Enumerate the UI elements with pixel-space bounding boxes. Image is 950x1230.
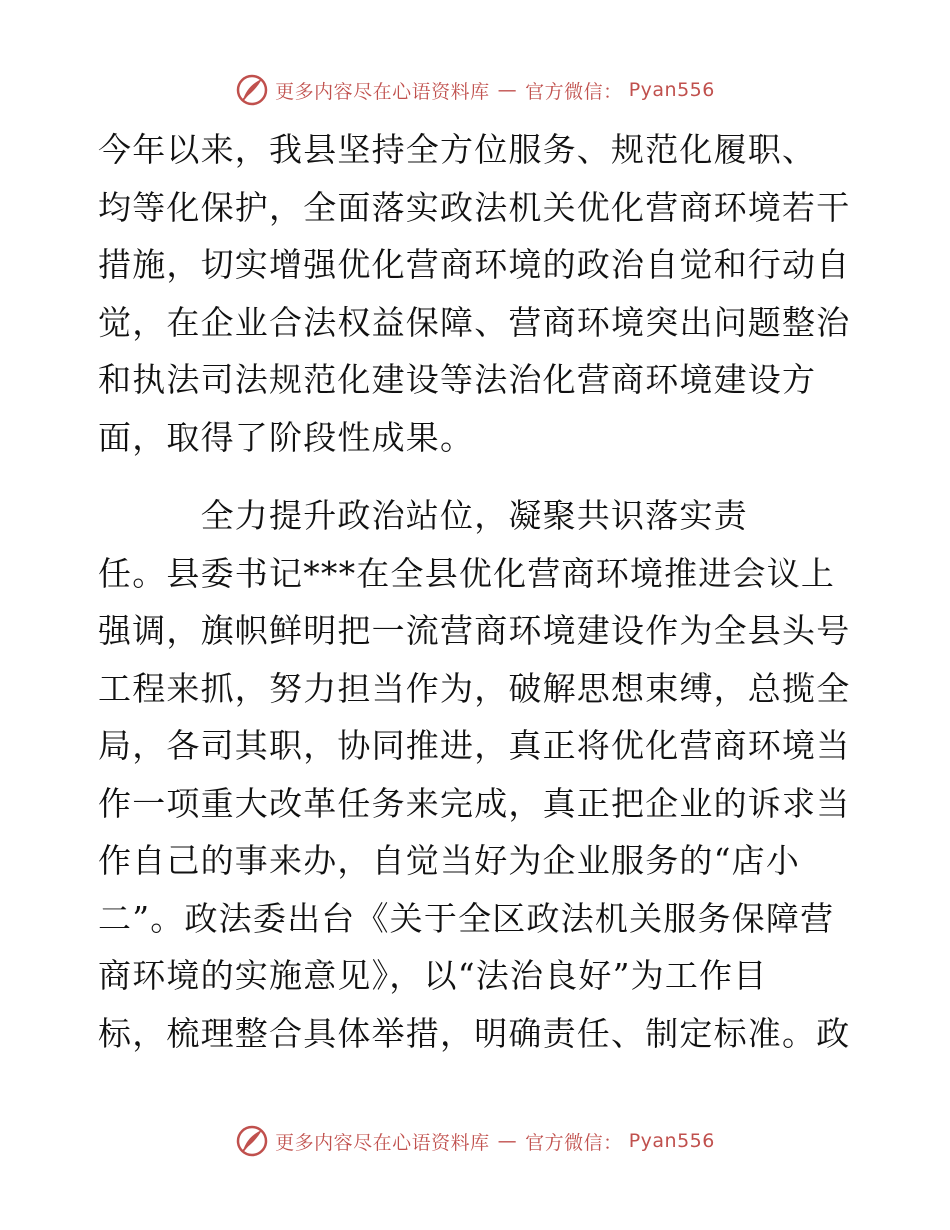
watermark-separator: — <box>497 1130 518 1152</box>
watermark-wechat-label: 官方微信： <box>525 80 623 103</box>
watermark-text: 更多内容尽在心语资料库 <box>275 80 490 103</box>
text-line: 商环境的实施意见》，以“法治良好”为工作目 <box>98 956 768 995</box>
text-line: 强调，旗帜鲜明把一流营商环境建设作为全县头号 <box>98 611 851 650</box>
text-line: 任。县委书记***在全县优化营商环境推进会议上 <box>98 553 836 593</box>
text-line: 均等化保护，全面落实政法机关优化营商环境若干 <box>98 187 851 227</box>
text-line: 标，梳理整合具体举措，明确责任、制定标准。政 <box>98 1013 851 1053</box>
watermark-wechat-id: Pyan556 <box>628 1130 715 1152</box>
watermark-wechat-label: 官方微信： <box>525 1131 623 1154</box>
watermark-wechat-id: Pyan556 <box>628 79 715 101</box>
header-watermark <box>0 72 950 108</box>
text-line: 面，取得了阶段性成果。 <box>98 417 475 457</box>
paragraph-2 <box>98 487 858 1062</box>
text-line: 工程来抓，努力担当作为，破解思想束缚，总揽全 <box>98 668 851 708</box>
quill-logo-icon <box>235 1124 269 1158</box>
quill-logo-icon <box>235 73 269 107</box>
watermark-separator: — <box>497 79 518 101</box>
text-line: 措施，切实增强优化营商环境的政治自觉和行动自 <box>98 245 851 284</box>
text-line: 今年以来，我县坚持全方位服务、规范化履职、 <box>98 130 817 169</box>
text-line: 作一项重大改革任务来完成，真正把企业的诉求当 <box>98 783 851 823</box>
text-line: 局，各司其职，协同推进，真正将优化营商环境当 <box>98 726 851 765</box>
text-line: 作自己的事来办，自觉当好为企业服务的“店小 <box>98 841 801 880</box>
paragraph-1 <box>98 121 858 466</box>
text-line: 觉，在企业合法权益保障、营商环境突出问题整治 <box>98 302 851 342</box>
watermark-text: 更多内容尽在心语资料库 <box>275 1131 490 1154</box>
text-line: 二”。政法委出台《关于全区政法机关服务保障营 <box>98 898 835 938</box>
text-line: 和执法司法规范化建设等法治化营商环境建设方 <box>98 360 817 399</box>
footer-watermark <box>0 1123 950 1159</box>
text-line: 全力提升政治站位，凝聚共识落实责 <box>98 496 748 535</box>
